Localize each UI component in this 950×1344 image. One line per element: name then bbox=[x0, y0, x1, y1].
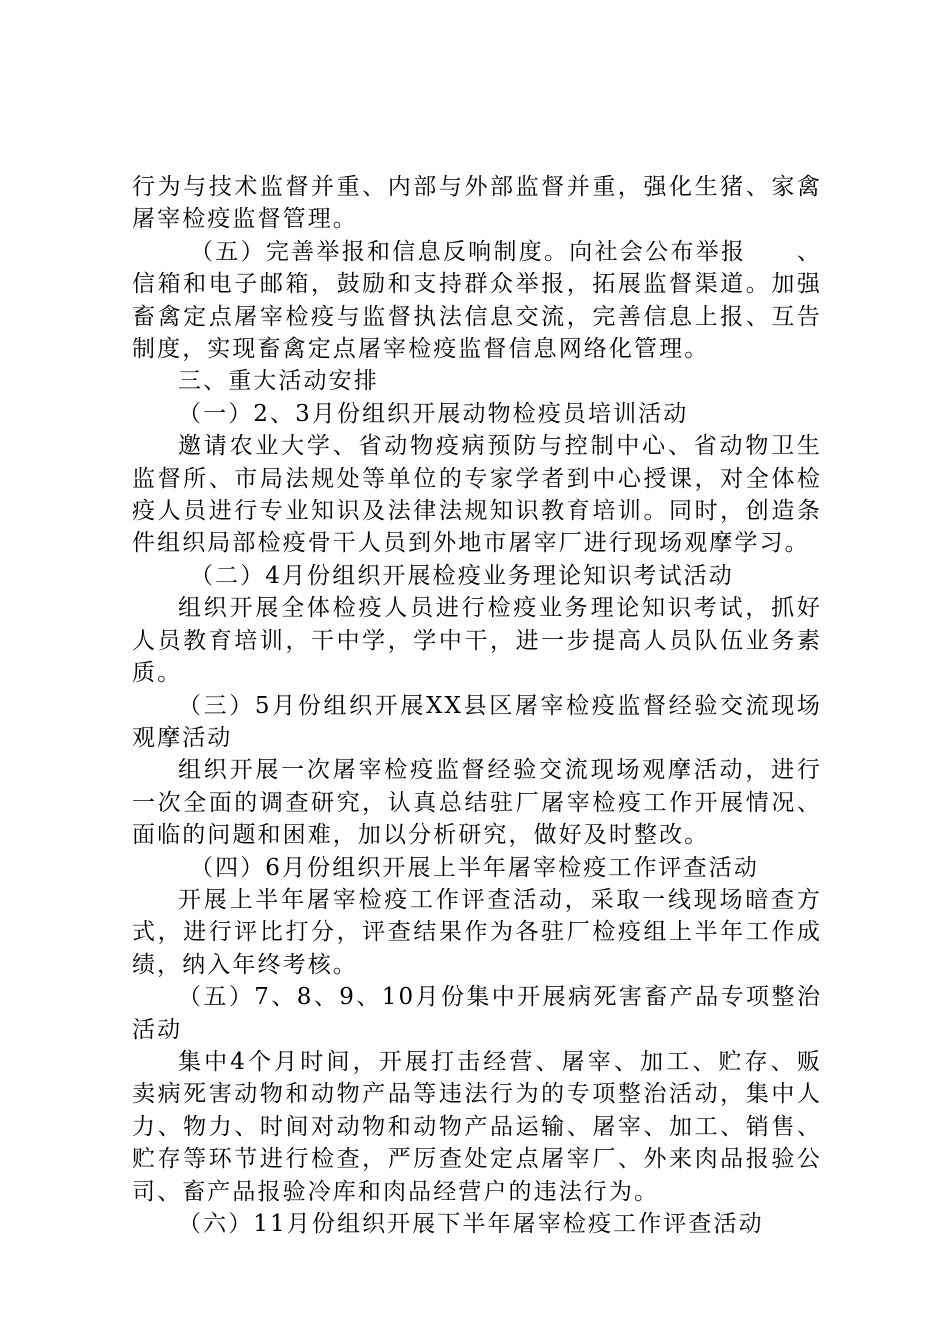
activity-heading-5: （五）7、8、9、10月份集中开展病死害畜产品专项整治活动 bbox=[132, 984, 822, 1043]
activity-heading-2: （二）4月份组织开展检疫业务理论知识考试活动 bbox=[190, 562, 734, 589]
paragraph-continuation: 行为与技术监督并重、内部与外部监督并重，强化生猪、家禽屠宰检疫监督管理。 bbox=[132, 174, 822, 233]
activity-body-5: 集中4个月时间，开展打击经营、屠宰、加工、贮存、贩卖病死害动物和动物产品等违法行为的专项整治活动，集中人力、物力、时间对动物和动物产品运输、屠宰、加工、销售、贮存等环节进行检查，严厉查处定点屠宰厂、外来肉品报验公司、畜产品报验冷库和肉品经营户的违法行为。 bbox=[132, 1048, 822, 1205]
activity-heading-1: （一）2、3月份组织开展动物检疫员培训活动 bbox=[178, 400, 689, 427]
activity-heading-4: （四）6月份组织开展上半年屠宰检疫工作评查活动 bbox=[190, 854, 759, 881]
activity-heading-6: （六）11月份组织开展下半年屠宰检疫工作评查活动 bbox=[178, 1211, 764, 1237]
activity-body-3: 组织开展一次屠宰检疫监督经验交流现场观摩活动，进行一次全面的调查研究，认真总结驻厂屠宰检疫工作开展情况、面临的问题和困难，加以分析研究，做好及时整改。 bbox=[132, 757, 822, 849]
paragraph-item-5-reporting: （五）完善举报和信息反响制度。向社会公布举报 、信箱和电子邮箱，鼓励和支持群众举报，拓展监督渠道。加强畜禽定点屠宰检疫与监督执法信息交流，完善信息上报、互告制度，实现畜禽定点屠宰检疫监督信息网络化管理。 bbox=[132, 238, 822, 363]
activity-body-4: 开展上半年屠宰检疫工作评查活动，采取一线现场暗查方式，进行评比打分，评查结果作为各驻厂检疫组上半年工作成绩，纳入年终考核。 bbox=[132, 886, 822, 978]
activity-heading-3: （三）5月份组织开展XX县区屠宰检疫监督经验交流现场观摩活动 bbox=[132, 692, 822, 751]
activity-body-1: 邀请农业大学、省动物疫病预防与控制中心、省动物卫生监督所、市局法规处等单位的专家学者到中心授课，对全体检疫人员进行专业知识及法律法规知识教育培训。同时，创造条件组织局部检疫骨干人员到外地市屠宰厂进行现场观摩学习。 bbox=[132, 433, 822, 557]
document-body bbox=[132, 171, 822, 1240]
section-heading-3: 三、重大活动安排 bbox=[178, 368, 379, 395]
activity-body-2: 组织开展全体检疫人员进行检疫业务理论知识考试，抓好人员教育培训，干中学，学中干，进一步提高人员队伍业务素质。 bbox=[132, 595, 822, 687]
